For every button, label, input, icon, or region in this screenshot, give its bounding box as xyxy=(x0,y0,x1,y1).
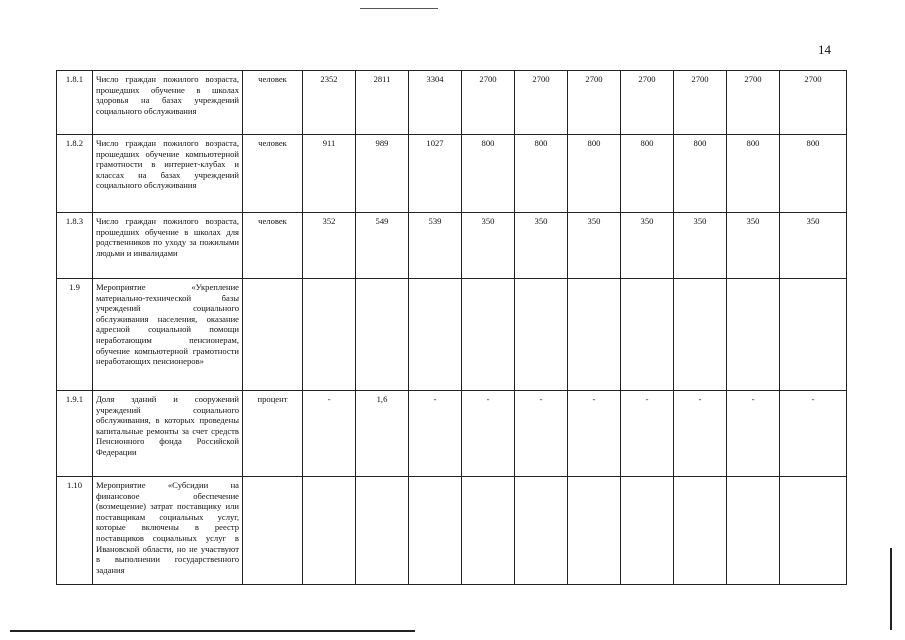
value-cell: - xyxy=(621,391,674,477)
value-cell: 350 xyxy=(727,213,780,279)
unit-of-measure: человек xyxy=(243,135,303,213)
row-number: 1.9.1 xyxy=(57,391,93,477)
indicator-name: Доля зданий и сооружений учреждений социального обслуживания, в которых проведены капитальные ремонты за счет средств Пенсионного фонда Российской Федерации xyxy=(93,391,243,477)
value-cell: - xyxy=(780,391,847,477)
value-cell: 2352 xyxy=(303,71,356,135)
unit-of-measure xyxy=(243,279,303,391)
value-cell xyxy=(674,477,727,585)
value-cell xyxy=(780,279,847,391)
value-cell: 350 xyxy=(674,213,727,279)
value-cell xyxy=(409,279,462,391)
value-cell: - xyxy=(462,391,515,477)
value-cell xyxy=(568,477,621,585)
indicator-name: Число граждан пожилого возраста, прошедших обучение компьютерной грамотности в интернет-клубах и классах на базах учреждений социального обслуживания xyxy=(93,135,243,213)
value-cell: 2700 xyxy=(727,71,780,135)
value-cell: 800 xyxy=(568,135,621,213)
value-cell: 549 xyxy=(356,213,409,279)
value-cell: 350 xyxy=(780,213,847,279)
value-cell: 911 xyxy=(303,135,356,213)
unit-of-measure: человек xyxy=(243,71,303,135)
row-number: 1.10 xyxy=(57,477,93,585)
value-cell xyxy=(462,279,515,391)
value-cell xyxy=(727,477,780,585)
indicator-name: Мероприятие «Укрепление материально-технической базы учреждений социального обслуживания населения, оказание адресной социальной помощи неработающим пенсионерам, обучение компьютерной грамотности неработающих пенсионеров» xyxy=(93,279,243,391)
unit-of-measure xyxy=(243,477,303,585)
value-cell: 350 xyxy=(568,213,621,279)
indicator-name: Число граждан пожилого возраста, прошедших обучение в школах здоровья на базах учреждений социального обслуживания xyxy=(93,71,243,135)
value-cell xyxy=(303,477,356,585)
unit-of-measure: процент xyxy=(243,391,303,477)
value-cell: 352 xyxy=(303,213,356,279)
unit-of-measure: человек xyxy=(243,213,303,279)
top-scan-line xyxy=(360,8,438,9)
table-row xyxy=(57,71,847,135)
value-cell: 800 xyxy=(621,135,674,213)
indicator-name: Мероприятие «Субсидии на финансовое обеспечение (возмещение) затрат поставщику или поставщикам социальных услуг, которые включены в реестр поставщиков социальных услуг в Ивановской области, но не участвуют в выполнении государственного задания xyxy=(93,477,243,585)
value-cell: 1027 xyxy=(409,135,462,213)
bottom-scan-line xyxy=(10,630,415,632)
value-cell: 350 xyxy=(462,213,515,279)
value-cell: 1,6 xyxy=(356,391,409,477)
table-row xyxy=(57,213,847,279)
value-cell: 2811 xyxy=(356,71,409,135)
value-cell: 350 xyxy=(621,213,674,279)
page-number: 14 xyxy=(818,42,831,57)
value-cell: 800 xyxy=(780,135,847,213)
value-cell xyxy=(621,279,674,391)
value-cell xyxy=(356,477,409,585)
value-cell xyxy=(515,279,568,391)
value-cell xyxy=(568,279,621,391)
row-number: 1.8.3 xyxy=(57,213,93,279)
table-row xyxy=(57,279,847,391)
value-cell: 2700 xyxy=(515,71,568,135)
value-cell: 2700 xyxy=(780,71,847,135)
value-cell: 800 xyxy=(727,135,780,213)
value-cell xyxy=(356,279,409,391)
value-cell: - xyxy=(303,391,356,477)
row-number: 1.8.2 xyxy=(57,135,93,213)
table-body xyxy=(57,71,847,585)
value-cell: 350 xyxy=(515,213,568,279)
value-cell: 800 xyxy=(515,135,568,213)
indicator-name: Число граждан пожилого возраста, прошедших обучение в школах для родственников по уходу за пожилыми людьми и инвалидами xyxy=(93,213,243,279)
value-cell: 2700 xyxy=(621,71,674,135)
value-cell: 3304 xyxy=(409,71,462,135)
value-cell xyxy=(515,477,568,585)
value-cell: - xyxy=(409,391,462,477)
value-cell xyxy=(727,279,780,391)
value-cell: - xyxy=(674,391,727,477)
value-cell xyxy=(303,279,356,391)
value-cell xyxy=(621,477,674,585)
table-row xyxy=(57,135,847,213)
value-cell xyxy=(674,279,727,391)
value-cell xyxy=(780,477,847,585)
value-cell: 539 xyxy=(409,213,462,279)
table-row xyxy=(57,391,847,477)
value-cell: 2700 xyxy=(462,71,515,135)
value-cell: 989 xyxy=(356,135,409,213)
value-cell xyxy=(409,477,462,585)
table-row xyxy=(57,477,847,585)
row-number: 1.9 xyxy=(57,279,93,391)
value-cell: 2700 xyxy=(568,71,621,135)
value-cell: - xyxy=(568,391,621,477)
value-cell: - xyxy=(515,391,568,477)
row-number: 1.8.1 xyxy=(57,71,93,135)
scan-edge-mark xyxy=(890,548,892,630)
indicators-table xyxy=(56,70,847,585)
value-cell: - xyxy=(727,391,780,477)
value-cell: 800 xyxy=(462,135,515,213)
value-cell: 800 xyxy=(674,135,727,213)
value-cell: 2700 xyxy=(674,71,727,135)
value-cell xyxy=(462,477,515,585)
